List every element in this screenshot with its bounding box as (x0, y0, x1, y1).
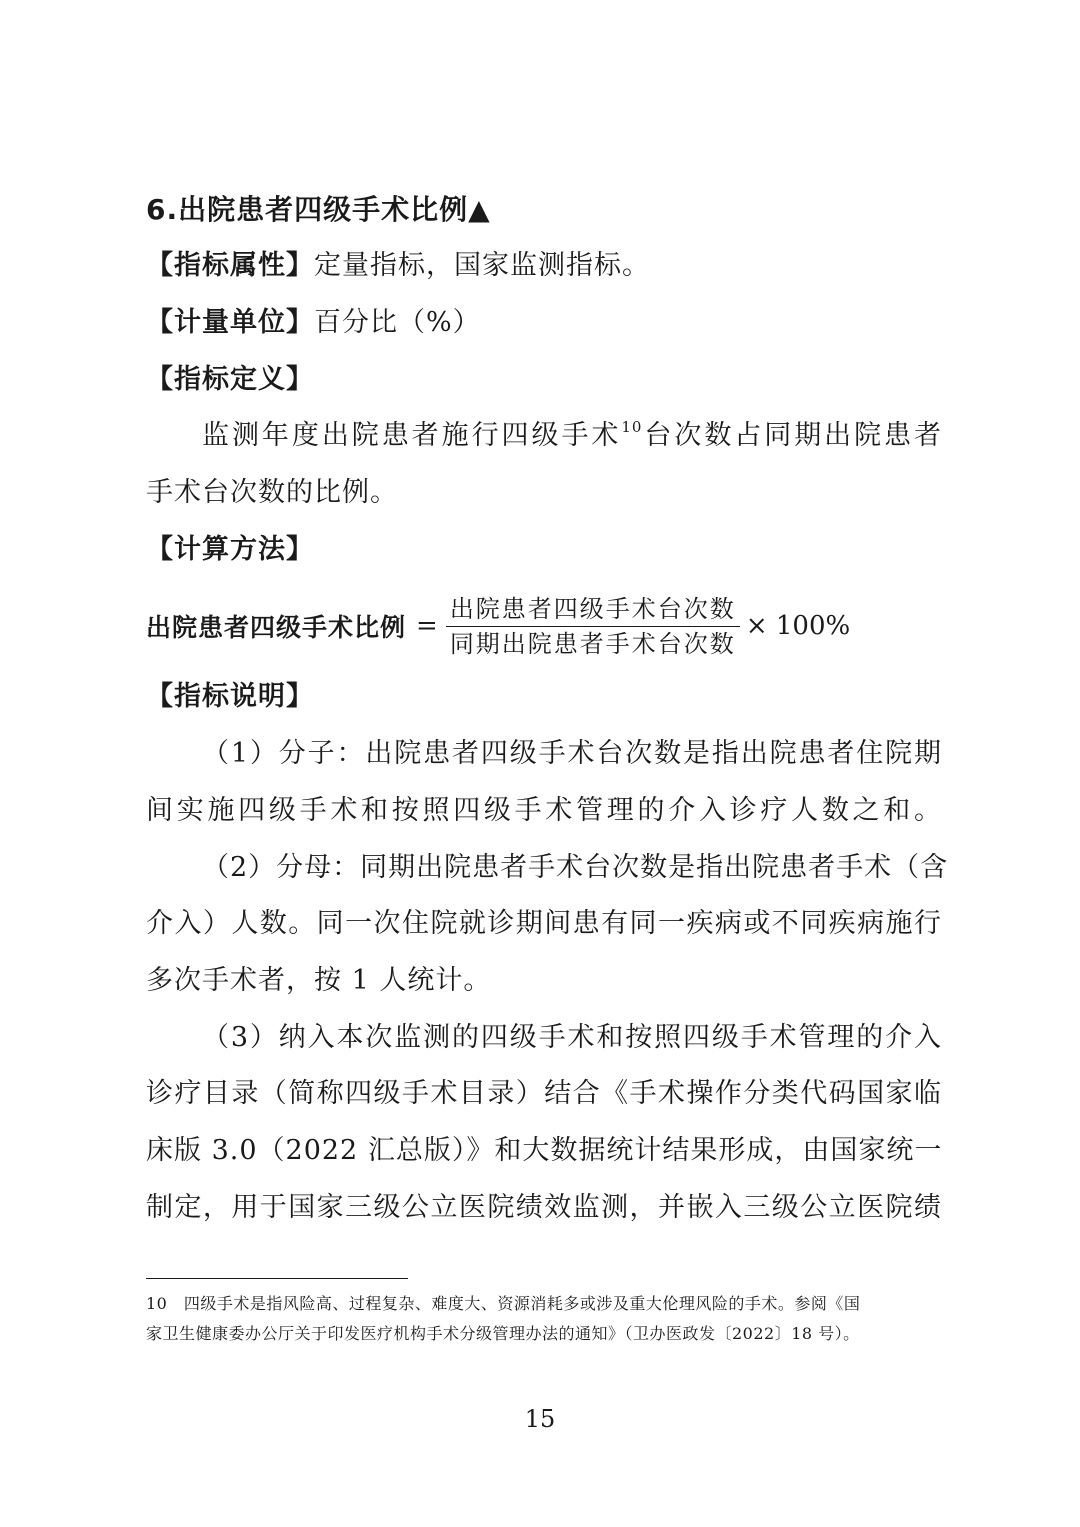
formula-equals: = (416, 611, 438, 641)
formula-denominator: 同期出院患者手术台次数 (449, 629, 736, 658)
notes-line: 床版 3.0（2022 汇总版）》和大数据统计结果形成，由国家统一 (146, 1135, 943, 1166)
method-label: 【计算方法】 (146, 534, 314, 565)
measurement-unit (146, 303, 481, 343)
definition-text-pre: 监测年度出院患者施行四级手术 (202, 420, 622, 451)
page-number: 15 (524, 1405, 556, 1433)
definition-text-line-2: 手术台次数的比例。 (146, 477, 398, 508)
notes-label: 【指标说明】 (146, 681, 314, 712)
notes-line: 间实施四级手术和按照四级手术管理的介入诊疗人数之和。 (146, 795, 942, 826)
footnote-line-1: 10 四级手术是指风险高、过程复杂、难度大、资源消耗多或涉及重大伦理风险的手术。参阅《国 (146, 1294, 861, 1313)
formula-fraction (446, 592, 740, 661)
calculation-formula (146, 586, 850, 666)
notes-line: （1）分子：出院患者四级手术台次数是指出院患者住院期 (202, 738, 942, 769)
notes-line: （2）分母：同期出院患者手术台次数是指出院患者手术（含 (202, 852, 949, 883)
formula-lhs: 出院患者四级手术比例 (146, 613, 407, 642)
definition-text-line-1 (202, 416, 942, 456)
definition-text-post: 台次数占同期出院患者 (642, 420, 943, 451)
attribute-label: 【指标属性】 (146, 250, 314, 281)
notes-line: 诊疗目录（简称四级手术目录）结合《手术操作分类代码国家临 (146, 1078, 942, 1109)
footnote-line-2: 家卫生健康委办公厅关于印发医疗机构手术分级管理办法的通知》（卫办医政发〔2022〕18 号）。 (146, 1324, 860, 1343)
unit-value: 百分比（%） (314, 307, 481, 338)
notes-line: 多次手术者，按 1 人统计。 (146, 965, 492, 996)
formula-multiplier: × 100% (745, 611, 851, 641)
definition-label: 【指标定义】 (146, 364, 314, 395)
section-heading: 6.出院患者四级手术比例▲ (146, 193, 491, 226)
notes-line: 介入）人数。同一次住院就诊期间患有同一疾病或不同疾病施行 (146, 908, 942, 939)
footnote-divider (146, 1278, 408, 1279)
footnote-reference: 10 (621, 418, 643, 436)
attribute-value: 定量指标，国家监测指标。 (314, 250, 650, 281)
notes-line: （3）纳入本次监测的四级手术和按照四级手术管理的介入 (202, 1022, 942, 1053)
formula-numerator: 出院患者四级手术台次数 (449, 594, 736, 623)
indicator-attribute (146, 246, 650, 286)
unit-label: 【计量单位】 (146, 307, 314, 338)
notes-line: 制定，用于国家三级公立医院绩效监测，并嵌入三级公立医院绩 (146, 1192, 942, 1223)
